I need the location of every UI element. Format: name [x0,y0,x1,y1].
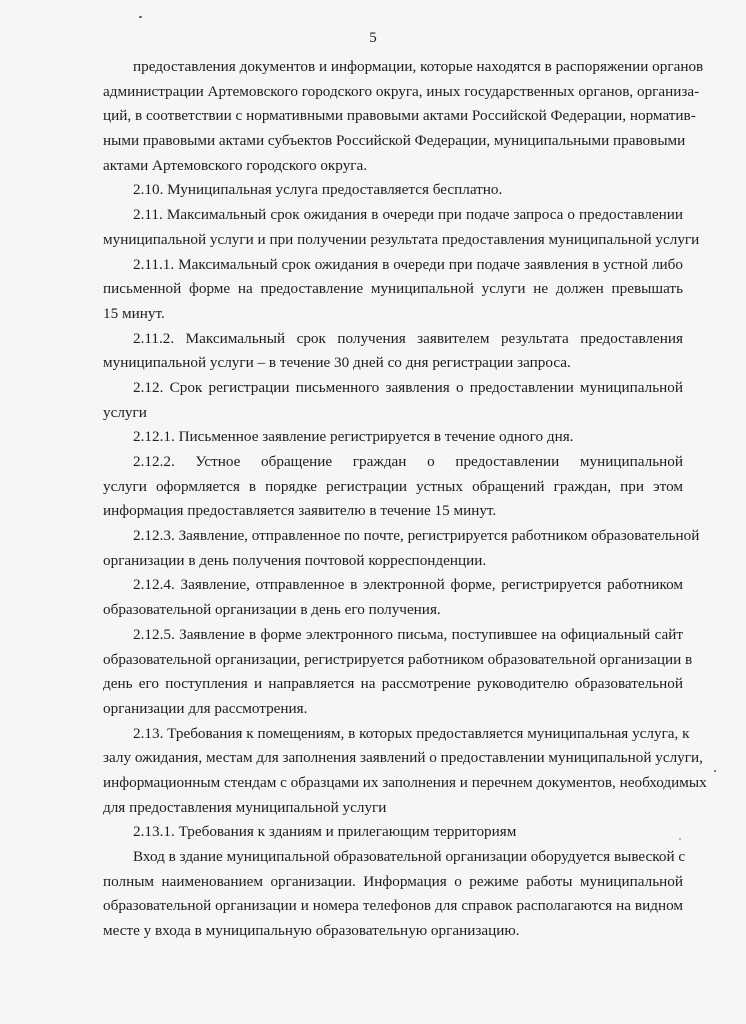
text-line: образовательной организации и номера телефонов для справок располагаются на видном [103,897,683,915]
text-line: 2.12. Срок регистрации письменного заявления о предоставлении муниципальной [133,378,683,396]
text-line: 2.11.2. Максимальный срок получения заявителем результата предоставления [133,329,683,347]
document-body [103,55,707,944]
text-line: услуги [103,403,147,421]
text-line: день его поступления и направляется на рассмотрение руководителю образовательной [103,675,683,693]
scan-speck-mark [714,770,716,772]
text-line: 2.12.5. Заявление в форме электронного письма, поступившее на официальный сайт [133,625,683,643]
text-line: муниципальной услуги – в течение 30 дней со дня регистрации запроса. [103,354,571,372]
page-number: 5 [369,30,377,46]
text-line: образовательной организации, регистрируется работником образовательной организации в [103,650,693,668]
text-line: 2.13.1. Требования к зданиям и прилегающим территориям [133,823,517,841]
text-line: 2.11. Максимальный срок ожидания в очереди при подаче запроса о предоставлении [133,206,683,224]
text-line: информация предоставляется заявителю в течение 15 минут. [103,502,497,520]
text-line: муниципальной услуги и при получении результата предоставления муниципальной услуги [103,230,700,248]
text-line: актами Артемовского городского округа. [103,156,368,174]
text-line: Вход в здание муниципальной образовательной организации оборудуется вывеской с [133,848,686,865]
text-line: месте у входа в муниципальную образовательную организацию. [103,922,520,940]
text-line: 2.12.2. Устное обращение граждан о предоставлении муниципальной [133,453,683,470]
text-line: 2.11.1. Максимальный срок ожидания в очереди при подаче заявления в устной либо [133,255,683,273]
text-line: 2.13. Требования к помещениям, в которых предоставляется муниципальная услуга, к [133,724,690,742]
text-line: для предоставления муниципальной услуги [103,798,387,816]
text-line: 2.12.4. Заявление, отправленное в электронной форме, регистрируется работником [133,576,683,594]
scan-speck-mark [139,16,142,18]
text-line: ными правовыми актами субъектов Российской Федерации, муниципальными правовыми [103,132,686,150]
text-line: залу ожидания, местам для заполнения заявлений о предоставлении муниципальной услуги, [103,749,703,767]
text-line: письменной форме на предоставление муниципальной услуги не должен превышать [103,280,683,298]
text-line: 2.10. Муниципальная услуга предоставляется бесплатно. [133,181,503,199]
text-line: информационным стендам с образцами их заполнения и перечнем документов, необходимых [103,773,707,791]
text-line: образовательной организации в день его получения. [103,601,441,619]
text-line: услуги оформляется в порядке регистрации устных обращений граждан, при этом [103,477,683,495]
text-line: организации для рассмотрения. [103,699,308,717]
text-line: ций, в соответствии с нормативными правовыми актами Российской Федерации, норматив- [103,107,696,125]
text-line: 2.12.1. Письменное заявление регистрируется в течение одного дня. [133,428,574,446]
text-line: 15 минут. [103,304,165,322]
text-line: предоставления документов и информации, которые находятся в распоряжении органов [133,58,704,75]
text-line: администрации Артемовского городского округа, иных государственных органов, организа- [103,82,700,100]
text-line: полным наименованием организации. Информация о режиме работы муниципальной [103,872,683,890]
text-line: 2.12.3. Заявление, отправленное по почте, регистрируется работником образовательной [133,527,700,545]
text-line: организации в день получения почтовой корреспонденции. [103,551,487,569]
